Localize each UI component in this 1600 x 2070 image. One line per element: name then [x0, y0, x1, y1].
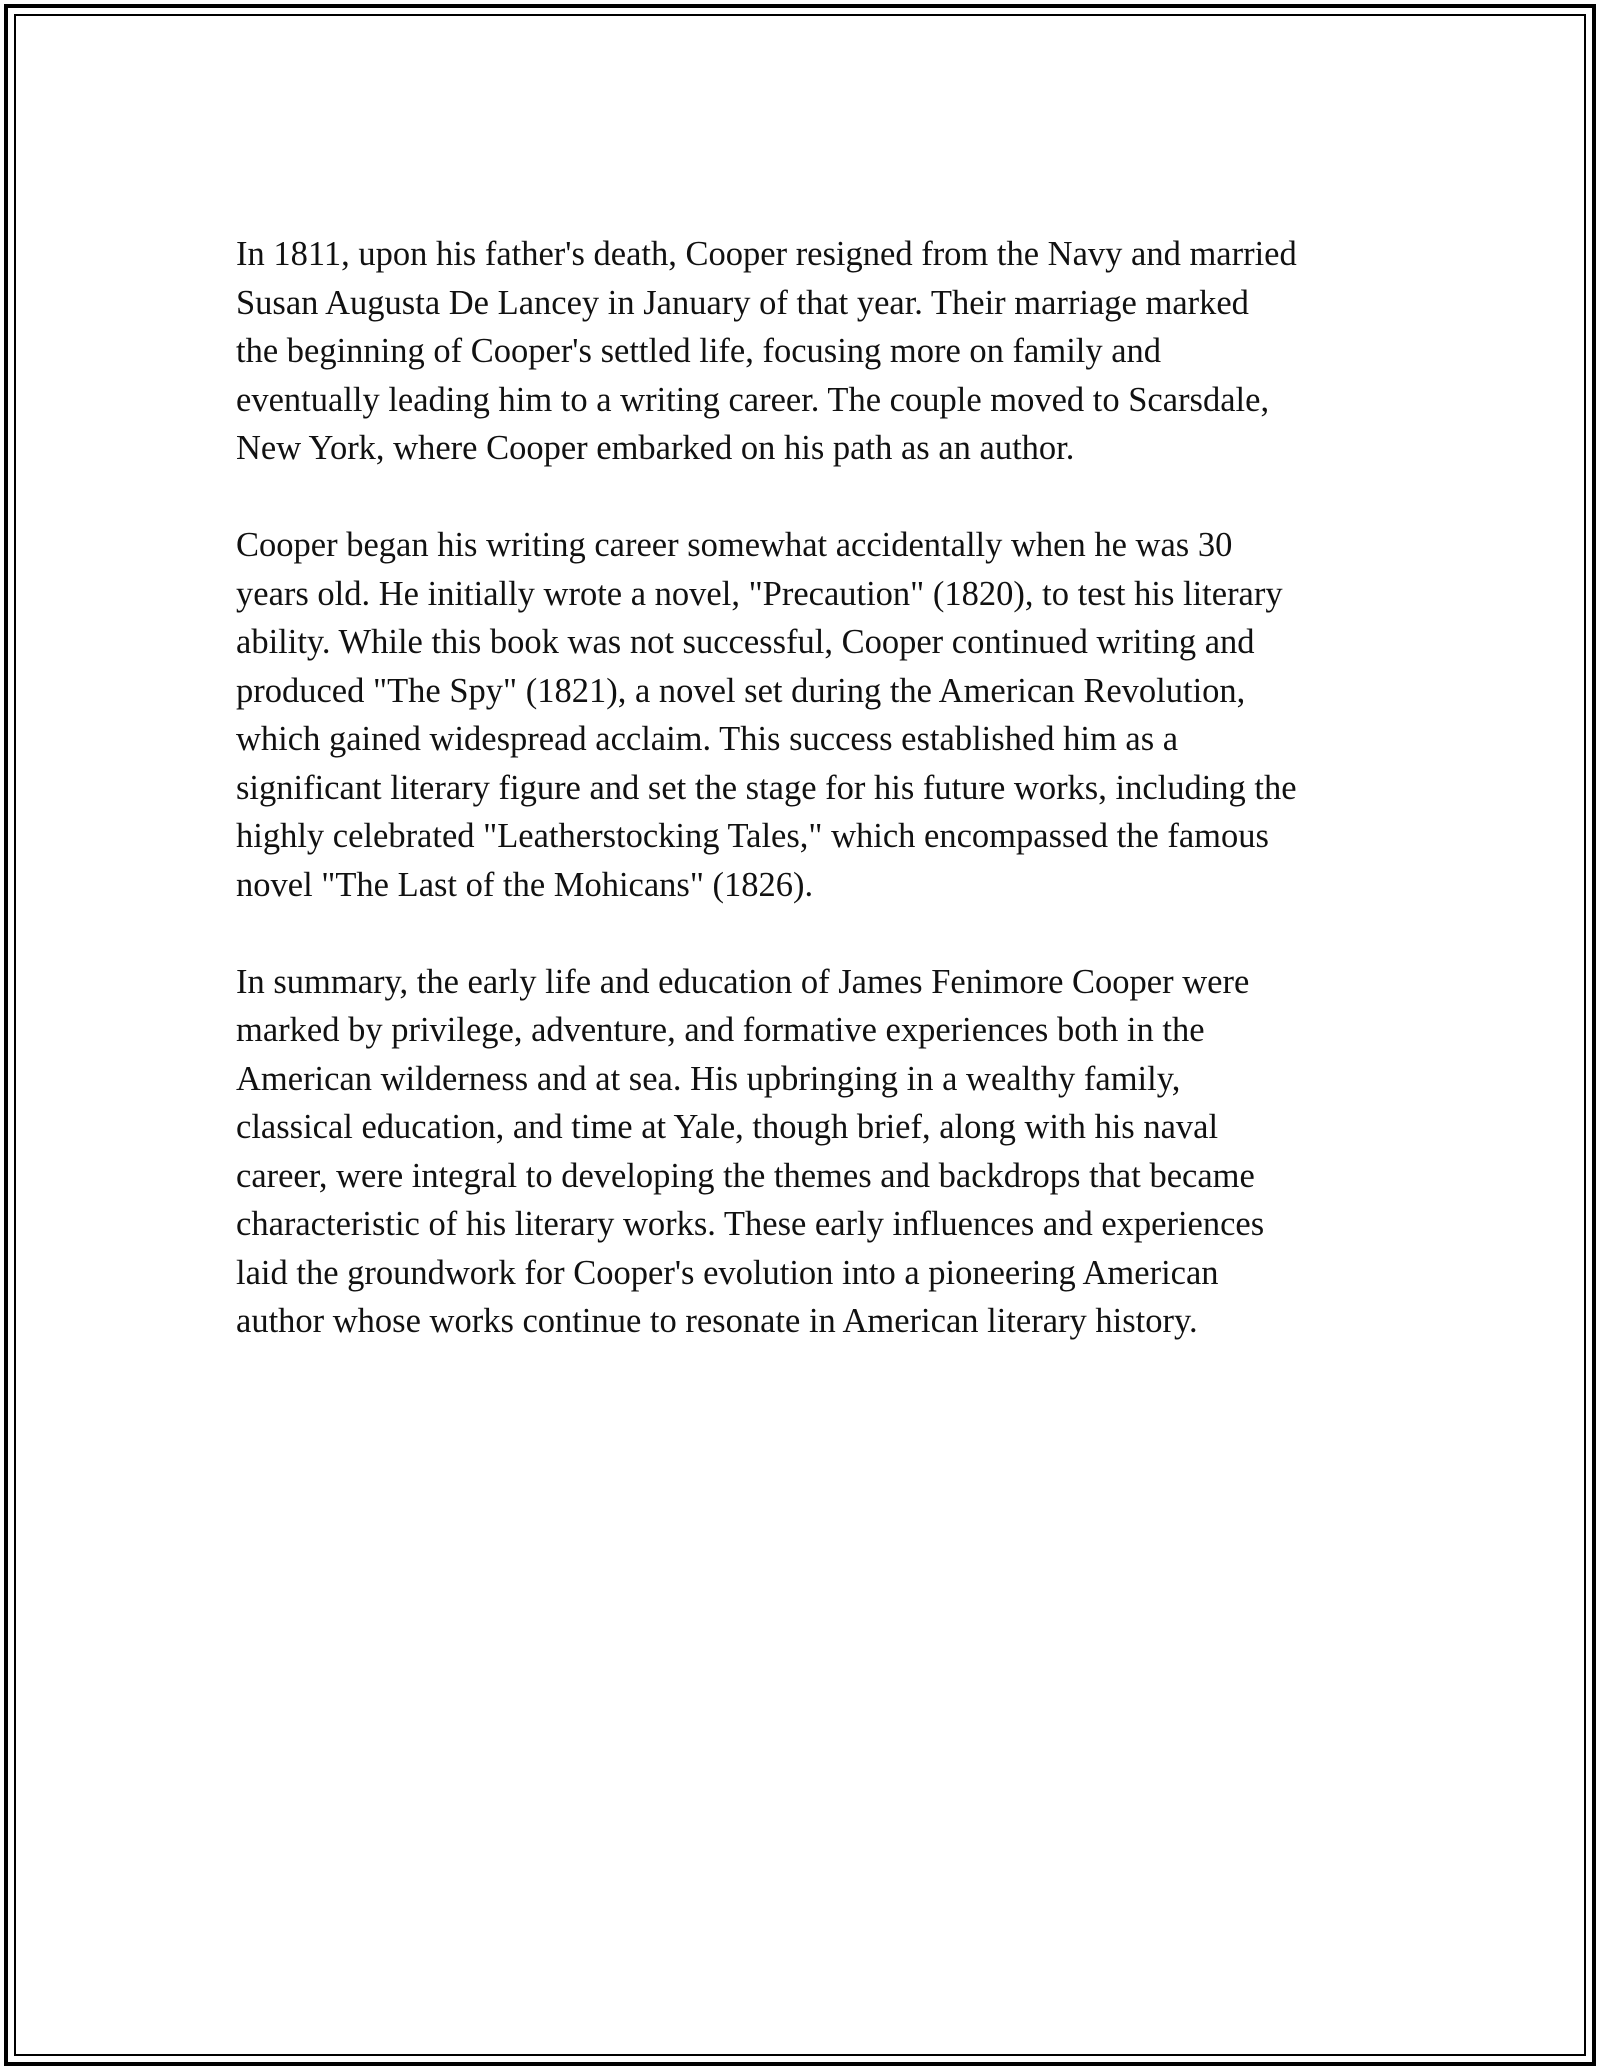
text-line: Cooper began his writing career somewhat accidentally when he was 30 — [236, 526, 1233, 564]
document-body — [236, 230, 1376, 1394]
text-line: career, were integral to developing the themes and backdrops that became — [236, 1156, 1255, 1195]
text-line: produced "The Spy" (1821), a novel set during the American Revolution, — [236, 671, 1246, 710]
text-line: In summary, the early life and education of James Fenimore Cooper were — [236, 962, 1250, 1001]
text-line: laid the groundwork for Cooper's evolution into a pioneering American — [236, 1253, 1219, 1292]
text-line: author whose works continue to resonate in American literary history. — [236, 1302, 1198, 1340]
text-line: classical education, and time at Yale, though brief, along with his naval — [236, 1108, 1219, 1146]
text-line: significant literary figure and set the stage for his future works, including the — [236, 768, 1297, 807]
text-line: characteristic of his literary works. These early influences and experiences — [236, 1205, 1265, 1243]
text-line: novel "The Last of the Mohicans" (1826). — [236, 865, 814, 904]
text-line: marked by privilege, adventure, and formative experiences both in the — [236, 1011, 1205, 1049]
text-line: eventually leading him to a writing career. The couple moved to Scarsdale, — [236, 380, 1270, 419]
text-line: American wilderness and at sea. His upbringing in a wealthy family, — [236, 1059, 1181, 1098]
text-line: In 1811, upon his father's death, Cooper resigned from the Navy and married — [236, 235, 1297, 273]
text-line: ability. While this book was not successful, Cooper continued writing and — [236, 623, 1255, 661]
paragraph-2 — [236, 521, 1376, 909]
text-line: the beginning of Cooper's settled life, focusing more on family and — [236, 332, 1162, 370]
text-line: highly celebrated "Leatherstocking Tales," which encompassed the famous — [236, 817, 1269, 855]
paragraph-1 — [236, 230, 1376, 473]
text-line: which gained widespread acclaim. This success established him as a — [236, 720, 1179, 758]
text-line: New York, where Cooper embarked on his path as an author. — [236, 429, 1075, 467]
text-line: Susan Augusta De Lancey in January of that year. Their marriage marked — [236, 283, 1249, 322]
text-line: years old. He initially wrote a novel, "Precaution" (1820), to test his literary — [236, 574, 1283, 613]
paragraph-3 — [236, 958, 1376, 1346]
